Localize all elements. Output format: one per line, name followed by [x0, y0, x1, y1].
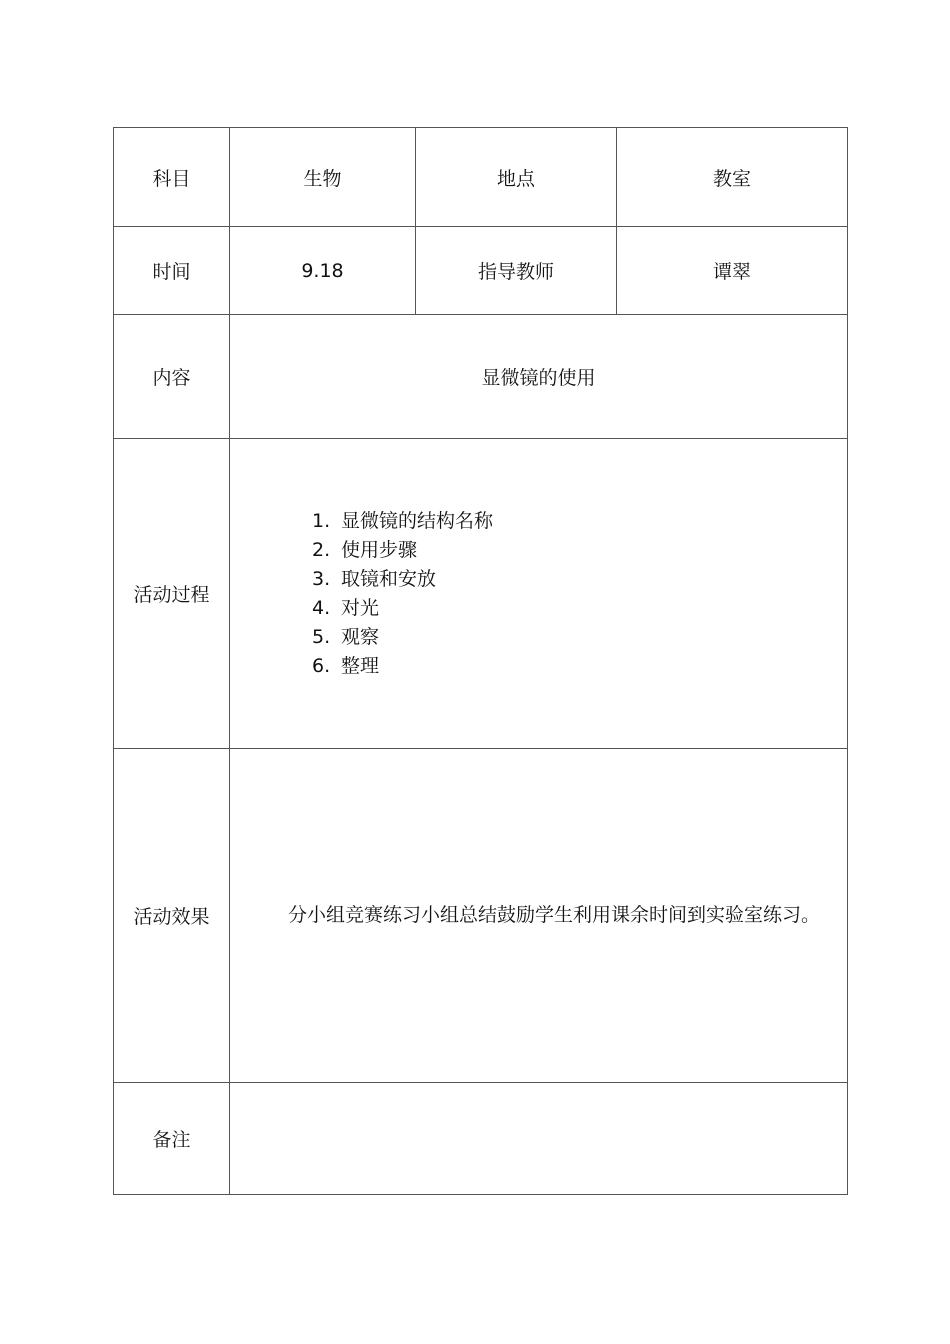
table-row-process	[114, 439, 848, 749]
label-effect: 活动效果	[114, 749, 230, 1083]
value-content: 显微镜的使用	[230, 315, 848, 439]
process-item-number: 6.	[312, 654, 331, 677]
process-item-text: 观察	[341, 625, 380, 648]
label-notes: 备注	[114, 1083, 230, 1195]
table-row-content	[114, 315, 848, 439]
label-teacher: 指导教师	[416, 227, 617, 315]
table-row-effect	[114, 749, 848, 1083]
process-item-number: 4.	[312, 596, 331, 619]
process-item-text: 取镜和安放	[341, 567, 437, 590]
process-item-number: 2.	[312, 538, 331, 561]
value-time: 9.18	[230, 227, 416, 315]
process-item	[312, 536, 847, 565]
table-row-notes	[114, 1083, 848, 1195]
label-location: 地点	[416, 128, 617, 227]
value-location: 教室	[617, 128, 848, 227]
value-process	[230, 439, 848, 749]
process-item-text: 整理	[341, 654, 380, 677]
value-subject: 生物	[230, 128, 416, 227]
process-item-number: 1.	[312, 509, 331, 532]
value-notes	[230, 1083, 848, 1195]
process-item	[312, 623, 847, 652]
table-row-subject	[114, 128, 848, 227]
value-teacher: 谭翠	[617, 227, 848, 315]
effect-text: 分小组竞赛练习小组总结鼓励学生利用课余时间到实验室练习。	[288, 904, 821, 926]
process-item-text: 显微镜的结构名称	[341, 509, 494, 532]
activity-record-table	[113, 127, 848, 1195]
process-item-text: 使用步骤	[341, 538, 418, 561]
process-item	[312, 565, 847, 594]
process-item-number: 3.	[312, 567, 331, 590]
label-process: 活动过程	[114, 439, 230, 749]
process-item	[312, 507, 847, 536]
table-row-time	[114, 227, 848, 315]
label-content: 内容	[114, 315, 230, 439]
value-effect	[230, 749, 848, 1083]
label-time: 时间	[114, 227, 230, 315]
process-item	[312, 652, 847, 681]
process-item	[312, 594, 847, 623]
process-item-number: 5.	[312, 625, 331, 648]
label-subject: 科目	[114, 128, 230, 227]
process-list	[230, 507, 847, 681]
process-item-text: 对光	[341, 596, 380, 619]
